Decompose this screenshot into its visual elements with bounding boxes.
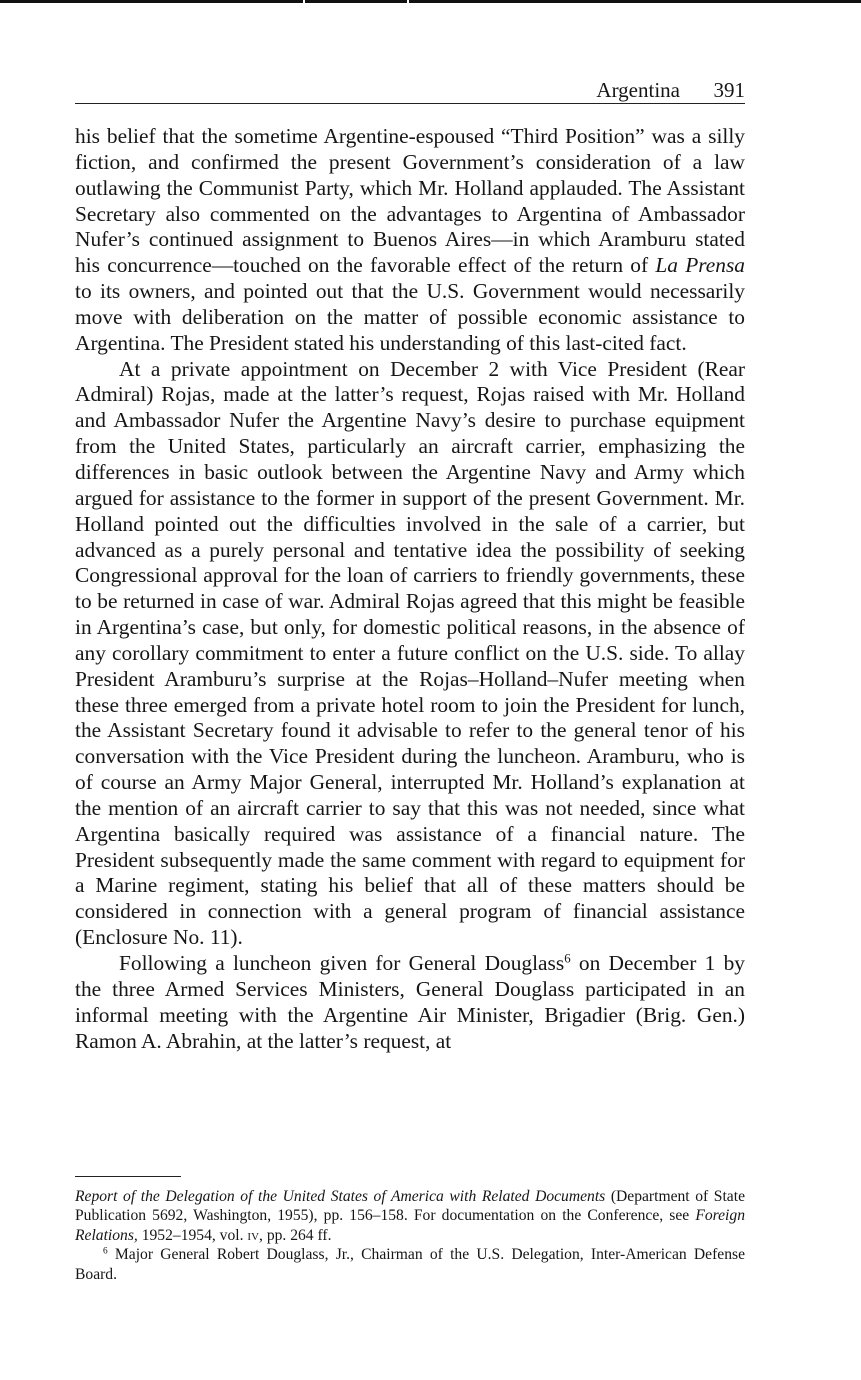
paragraph-1 [75,124,745,357]
foreign-relations-title: Foreign Relations, [75,1207,745,1244]
footnote-6 [75,1245,745,1284]
paragraph-1-text: his belief that the sometime Argentine-espoused “Third Position” was a silly fiction, and confirmed the present Government’s consideration of a law outlawing the Communist Party, which Mr. Holland applauded. The Assistant Secretary also commented on the advantages to Argentina of Ambassador Nufer’s continued assignment to Buenos Aires—in which Aramburu stated his concurrence—touched on the favorable effect of the return of [75,124,745,278]
paragraph-1-end: to its owners, and pointed out that the U.S. Government would necessarily move with deliberation on the matter of possible economic assistance to Argentina. The President stated his understanding of this last-cited fact. [75,279,745,355]
report-title: Report of the Delegation of the United States of America with Related Documents [75,1188,606,1205]
page-top-rule [0,0,861,3]
volume-number: iv [247,1226,260,1244]
footnote-continuation-text: (Department of State Publication 5692, Washington, 1955), pp. 156–158. For documentation on the Conference, see [75,1188,745,1225]
running-title: Argentina [596,78,680,102]
footnote-continuation [75,1187,745,1245]
footnote-rule [75,1176,181,1177]
footnote-ref-6: 6 [564,951,571,966]
page-number: 391 [713,78,745,102]
footnote-6-marker: 6 [103,1246,108,1257]
footnote-continuation-text-2: 1952–1954, vol. [137,1226,248,1244]
footnote-6-text: Major General Robert Douglass, Jr., Chairman of the U.S. Delegation, Inter-American Defense Board. [75,1246,745,1283]
footnotes [75,1187,745,1284]
paragraph-3-end: on December 1 by the three Armed Services Ministers, General Douglass participated in an informal meeting with the Argentine Air Minister, Brigadier (Brig. Gen.) Ramon A. Abrahin, at the latter’s request, at [75,951,746,1053]
paragraph-2: At a private appointment on December 2 with Vice President (Rear Admiral) Rojas, made at the latter’s request, Rojas raised with Mr. Holland and Ambassador Nufer the Argentine Navy’s desire to purchase equipment from the United States, particularly an aircraft carrier, emphasizing the differences in basic outlook between the Argentine Navy and Army which argued for assistance to the former in support of the present Government. Mr. Holland pointed out the difficulties involved in the sale of a carrier, but advanced as a purely personal and tentative idea the possibility of seeking Congressional approval for the loan of carriers to friendly governments, these to be returned in case of war. Admiral Rojas agreed that this might be feasible in Argentina’s case, but only, for domestic political reasons, in the absence of any corollary commitment to enter a future conflict on the U.S. side. To allay President Aramburu’s surprise at the Rojas–Holland–Nufer meeting when these three emerged from a private hotel room to join the President for lunch, the Assistant Secretary found it advisable to refer to the general tenor of his conversation with the Vice President during the luncheon. Aramburu, who is of course an Army Major General, interrupted Mr. Holland’s explanation at the mention of an aircraft carrier to say that this was not needed, since what Argentina basically required was assistance of a financial nature. The President subsequently made the same comment with regard to equipment for a Marine regiment, stating his belief that all of these matters should be considered in connection with a general program of financial assistance (Enclosure No. 11). [75,356,745,950]
paragraph-3-start: Following a luncheon given for General Douglass [119,951,565,975]
running-header [75,79,745,104]
paragraph-3 [75,951,745,1054]
la-prensa-title: La Prensa [655,253,745,278]
footnote-continuation-text-3: , pp. 264 ff. [259,1226,332,1244]
body-text [75,124,745,1054]
